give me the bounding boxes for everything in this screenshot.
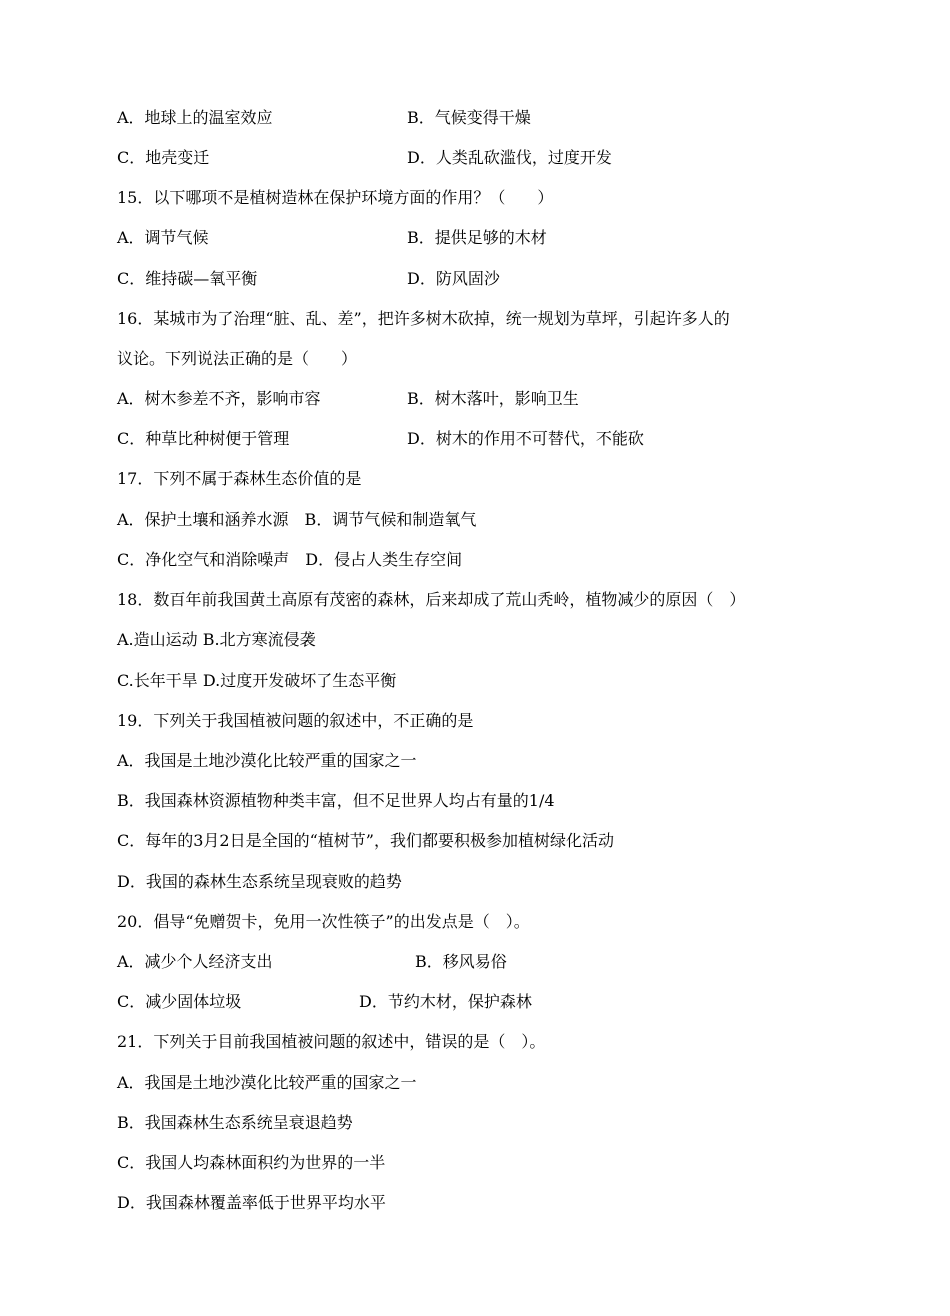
q20-option-c: C．减少固体垃圾 [117, 992, 242, 1011]
q14-option-c: C．地壳变迁 [117, 148, 210, 167]
q20-options-row-2 [117, 990, 532, 1014]
q15-options-row-1 [117, 226, 547, 250]
q17-options-ab: A．保护土壤和涵养水源 B．调节气候和制造氧气 [117, 510, 477, 529]
q17-options-cd: C．净化空气和消除噪声 D．侵占人类生存空间 [117, 550, 463, 569]
q20-option-d: D．节约木材，保护森林 [359, 992, 532, 1011]
q16-options-row-1 [117, 387, 579, 411]
q18-stem: 18．数百年前我国黄土高原有茂密的森林，后来却成了荒山秃岭，植物减少的原因（ ） [117, 590, 746, 609]
q19-stem: 19．下列关于我国植被问题的叙述中，不正确的是 [117, 711, 474, 730]
q14-option-d: D．人类乱砍滥伐，过度开发 [407, 148, 612, 167]
q20-option-b: B．移风易俗 [415, 952, 507, 971]
q16-option-a: A．树木参差不齐，影响市容 [117, 389, 321, 408]
q16-options-row-2 [117, 427, 644, 451]
q19-option-d: D．我国的森林生态系统呈现衰败的趋势 [117, 872, 402, 891]
q15-option-d: D．防风固沙 [407, 269, 500, 288]
q21-option-a: A．我国是土地沙漠化比较严重的国家之一 [117, 1073, 417, 1092]
q15-options-row-2 [117, 267, 500, 291]
q20-stem: 20．倡导“免赠贺卡，免用一次性筷子”的出发点是（ ）。 [117, 912, 530, 931]
q21-option-d: D．我国森林覆盖率低于世界平均水平 [117, 1193, 386, 1212]
q14-option-a: A．地球上的温室效应 [117, 108, 273, 127]
q15-option-c: C．维持碳—氧平衡 [117, 269, 258, 288]
q14-options-row-1 [117, 106, 531, 130]
q19-option-c: C．每年的3月2日是全国的“植树节”，我们都要积极参加植树绿化活动 [117, 831, 614, 850]
q17-stem: 17．下列不属于森林生态价值的是 [117, 469, 362, 488]
q20-option-a: A．减少个人经济支出 [117, 952, 273, 971]
q16-option-b: B．树木落叶，影响卫生 [407, 389, 579, 408]
q15-stem: 15．以下哪项不是植树造林在保护环境方面的作用？（ ） [117, 188, 554, 207]
q16-stem-line-1: 16．某城市为了治理“脏、乱、差”，把许多树木砍掉，统一规划为草坪，引起许多人的 [117, 309, 730, 328]
q16-stem-line-2: 议论。下列说法正确的是（ ） [117, 349, 358, 368]
q14-options-row-2 [117, 146, 612, 170]
q20-options-row-1 [117, 950, 507, 974]
q14-option-b: B．气候变得干燥 [407, 108, 531, 127]
q21-stem: 21．下列关于目前我国植被问题的叙述中，错误的是（ ）。 [117, 1032, 546, 1051]
q21-option-c: C．我国人均森林面积约为世界的一半 [117, 1153, 386, 1172]
q19-option-b: B．我国森林资源植物种类丰富，但不足世界人均占有量的1/4 [117, 791, 555, 810]
q16-option-c: C．种草比种树便于管理 [117, 429, 290, 448]
q15-option-a: A．调节气候 [117, 228, 209, 247]
q21-option-b: B．我国森林生态系统呈衰退趋势 [117, 1113, 353, 1132]
q19-option-a: A．我国是土地沙漠化比较严重的国家之一 [117, 751, 417, 770]
q18-options-cd: C.长年干旱 D.过度开发破坏了生态平衡 [117, 671, 397, 690]
q18-options-ab: A.造山运动 B.北方寒流侵袭 [117, 630, 316, 649]
q16-option-d: D．树木的作用不可替代，不能砍 [407, 429, 644, 448]
q15-option-b: B．提供足够的木材 [407, 228, 547, 247]
